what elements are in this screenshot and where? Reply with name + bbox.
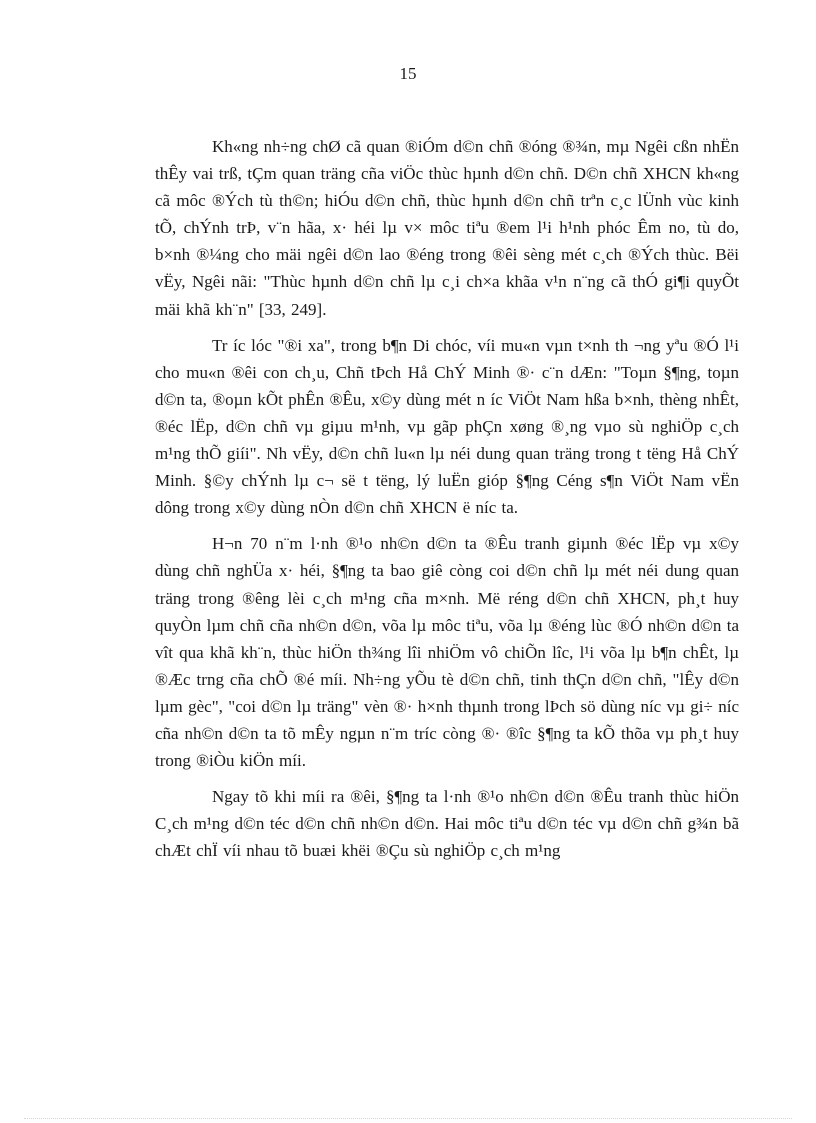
paragraph: Kh«ng nh÷ng chØ cã quan ®iÓm d©n chñ ®óng ®¾n, mµ Ngêi cßn nhËn thÊy vai trß, tÇm quan träng cña viÖc thùc hµnh d©n chñ. D©n chñ XHCN kh«ng cã môc ®Ých tù th©n; hiÓu d©n chñ, thùc hµnh d©n chñ trªn c¸c lÜnh vùc kinh tÕ, chÝnh trÞ, v¨n hãa, x· héi lµ v× môc tiªu ®em l¹i h¹nh phóc Êm no, tù do, b×nh ®¼ng cho mäi ngêi d©n lao ®éng trong ®êi sèng mét c¸ch ®Ých thùc. Bëi vËy, Ngêi nãi: "Thùc hµnh d©n chñ lµ c¸i ch×a khãa v¹n n¨ng cã thÓ gi¶i quyÕt mäi khã kh¨n" [33, 249]. [155, 137, 739, 319]
paragraph: Tr íc lóc "®i xa", trong b¶n Di chóc, víi mu«n vµn t×nh th ¬ng yªu ®Ó l¹i cho mu«n ®êi con ch¸u, Chñ tÞch Hå ChÝ Minh ®· c¨n dÆn: "Toµn §¶ng, toµn d©n ta, ®oµn kÕt phÊn ®Êu, x©y dùng mét n íc ViÖt Nam hßa b×nh, thèng nhÊt, ®éc lËp, d©n chñ vµ giµu m¹nh, vµ gãp phÇn xøng ®¸ng vµo sù nghiÖp c¸ch m¹ng thÕ giíi". Nh vËy, d©n chñ lu«n lµ néi dung quan träng trong t tëng Hå ChÝ Minh. §©y chÝnh lµ c¬ së t tëng, lý luËn gióp §¶ng Céng s¶n ViÖt Nam vËn dông trong x©y dùng nÒn d©n chñ XHCN ë níc ta. [155, 335, 739, 518]
page-bottom-divider [24, 1118, 792, 1119]
paragraph: H¬n 70 n¨m l·nh ®¹o nh©n d©n ta ®Êu tranh giµnh ®éc lËp vµ x©y dùng chñ nghÜa x· héi, §¶ng ta bao giê còng coi d©n chñ lµ mét néi dung quan träng trong ®êng lèi c¸ch m¹ng cña m×nh. Më réng d©n chñ XHCN, ph¸t huy quyÒn lµm chñ cña nh©n d©n, võa lµ môc tiªu, võa lµ ®éng lùc ®Ó nh©n d©n ta vît qua khã kh¨n, thùc hiÖn th¾ng lîi nhiÖm vô chiÕn lîc, l¹i võa lµ b¶n chÊt, lµ ®Æc trng cña chÕ ®é míi. Nh÷ng yÕu tè d©n chñ, tinh thÇn d©n chñ, "lÊy d©n lµm gèc", "coi d©n lµ träng" vèn ®· h×nh thµnh trong lÞch sö dùng níc vµ gi÷ níc cña nh©n d©n ta tõ mÊy ngµn n¨m tríc còng ®· ®îc §¶ng ta kÕ thõa vµ ph¸t huy trong ®iÒu kiÖn míi. [155, 534, 739, 771]
page-number: 15 [399, 64, 417, 83]
paragraph: Ngay tõ khi míi ra ®êi, §¶ng ta l·nh ®¹o nh©n d©n ®Êu tranh thùc hiÖn C¸ch m¹ng d©n téc d©n chñ nh©n d©n. Hai môc tiªu d©n téc vµ d©n chñ g¾n bã chÆt chÏ víi nhau tõ buæi khëi ®Çu sù nghiÖp c¸ch m¹ng [155, 787, 739, 861]
body-text [155, 133, 739, 873]
